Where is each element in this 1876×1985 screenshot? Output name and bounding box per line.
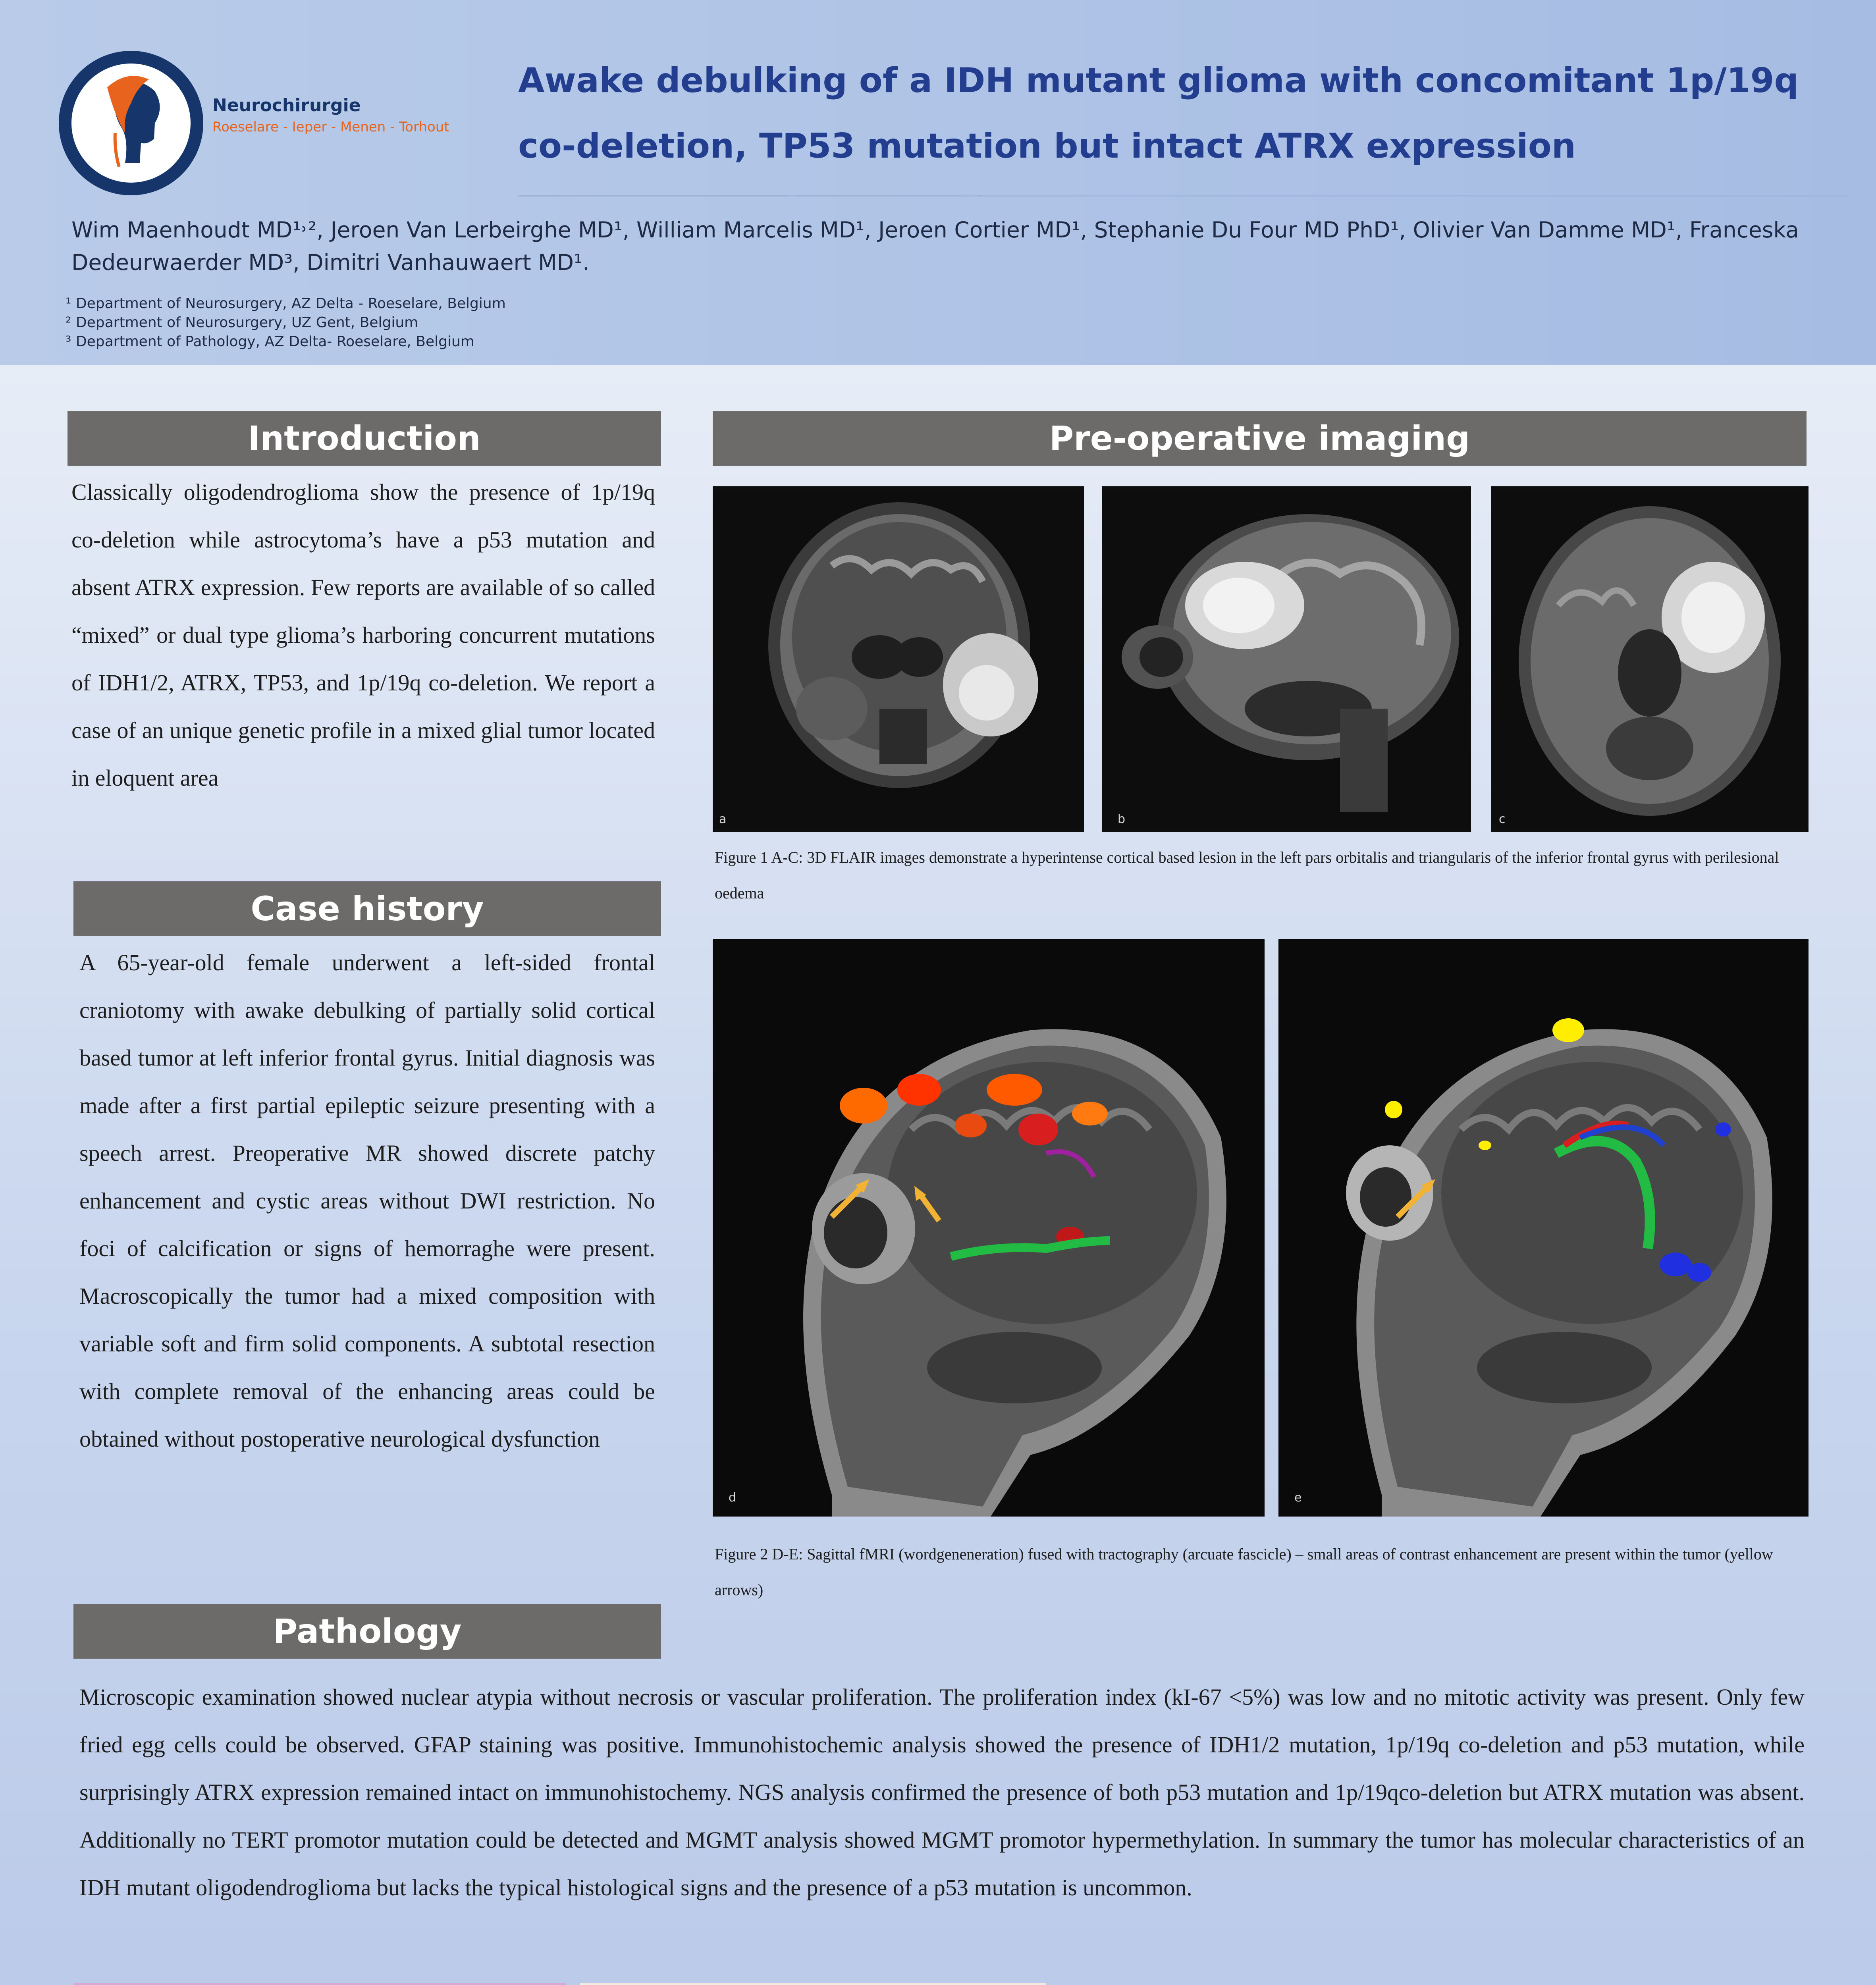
case-history-heading: Case history <box>73 881 661 936</box>
mri-image-a <box>713 486 1084 832</box>
image-label-c: c <box>1499 812 1506 826</box>
case-history-text: A 65-year-old female underwent a left-sided frontal craniotomy with awake debulking of partially solid cortical based tumor at left inferior frontal gyrus. Initial diagnosis was made after a first partial epileptic seizure presenting with a speech arrest. Preoperative MR showed discrete patchy enhancement and cystic areas without DWI restriction. No foci of calcification or signs of hemorraghe were present. Macroscopically the tumor had a mixed composition with variable soft and firm solid components. A subtotal resection with complete removal of the enhancing areas could be obtained without postoperative neurological dysfunction <box>79 950 655 1452</box>
title-divider <box>518 195 1848 197</box>
introduction-text: Classically oligodendroglioma show the presence of 1p/19q co-deletion while astrocytoma’s have a p53 mutation and absent ATRX expression. Few reports are available of so called “mixed” or dual type glioma’s harboring concurrent mutations of IDH1/2, ATRX, TP53, and 1p/19q co-deletion. We report a case of an unique genetic profile in a mixed glial tumor located in eloquent area <box>71 479 655 791</box>
logo-subtitle: Roeselare - Ieper - Menen - Torhout <box>212 119 449 135</box>
pathology-text: Microscopic examination showed nuclear atypia without necrosis or vascular proliferation. The proliferation index (kI-67 <5%) was low and no mitotic activity was present. Only few fried egg cells could be observed. GFAP staining was positive. Immunohistochemic analysis showed the presence of IDH1/2 mutation, 1p/19q co-deletion and p53 mutation, while surprisingly ATRX expression remained intact on immunohistochemy. NGS analysis confirmed the presence of both p53 mutation and 1p/19qco-deletion but ATRX mutation was absent. Additionally no TERT promotor mutation could be detected and MGMT analysis showed MGMT promotor hypermethylation. In summary the tumor has molecular characteristics of an IDH mutant oligodendroglioma but lacks the typical histological signs and the presence of a p53 mutation is uncommon. <box>79 1684 1805 1900</box>
fmri-image-e <box>1278 939 1809 1517</box>
mri-image-b <box>1102 486 1471 832</box>
authors-line1: Wim Maenhoudt MD¹˒², Jeroen Van Lerbeirghe MD¹, William Marcelis MD¹, Jeroen Cortier MD¹, Stephanie Du Four MD PhD¹, Olivier Van Damme MD¹, Franceska <box>71 217 1799 243</box>
affiliation-3: ³ Department of Pathology, AZ Delta- Roeselare, Belgium <box>66 333 474 350</box>
poster-title-line2: co-deletion, TP53 mutation but intact ATRX expression <box>518 126 1576 166</box>
poster-title-line1: Awake debulking of a IDH mutant glioma with concomitant 1p/19q <box>518 61 1799 100</box>
histology-he-image <box>73 1983 566 1985</box>
mri-image-c <box>1491 486 1809 832</box>
logo-title: Neurochirurgie <box>212 95 361 116</box>
image-label-e: e <box>1294 1491 1302 1505</box>
imaging-heading: Pre-operative imaging <box>713 411 1807 466</box>
authors-line2: Dedeurwaerder MD³, Dimitri Vanhauwaert MD¹. <box>71 250 590 275</box>
affiliation-2: ² Department of Neurosurgery, UZ Gent, Belgium <box>66 314 418 331</box>
figure2-caption: Figure 2 D-E: Sagittal fMRI (wordgeneneration) fused with tractography (arcuate fascicle) – small areas of contrast enhancement are present within the tumor (yellow arrows) <box>715 1545 1773 1599</box>
image-label-d: d <box>729 1491 737 1505</box>
neurochirurgie-logo <box>56 48 206 198</box>
figure1-caption: Figure 1 A-C: 3D FLAIR images demonstrate a hyperintense cortical based lesion in the left pars orbitalis and triangularis of the inferior frontal gyrus with perilesional oedema <box>715 848 1779 902</box>
introduction-heading: Introduction <box>67 411 661 466</box>
affiliation-1: ¹ Department of Neurosurgery, AZ Delta - Roeselare, Belgium <box>66 295 506 312</box>
image-label-a: a <box>719 812 727 826</box>
pathology-heading: Pathology <box>73 1604 661 1659</box>
histology-ihc-image <box>580 1983 1046 1985</box>
fmri-image-d <box>713 939 1265 1517</box>
image-label-b: b <box>1118 812 1126 826</box>
